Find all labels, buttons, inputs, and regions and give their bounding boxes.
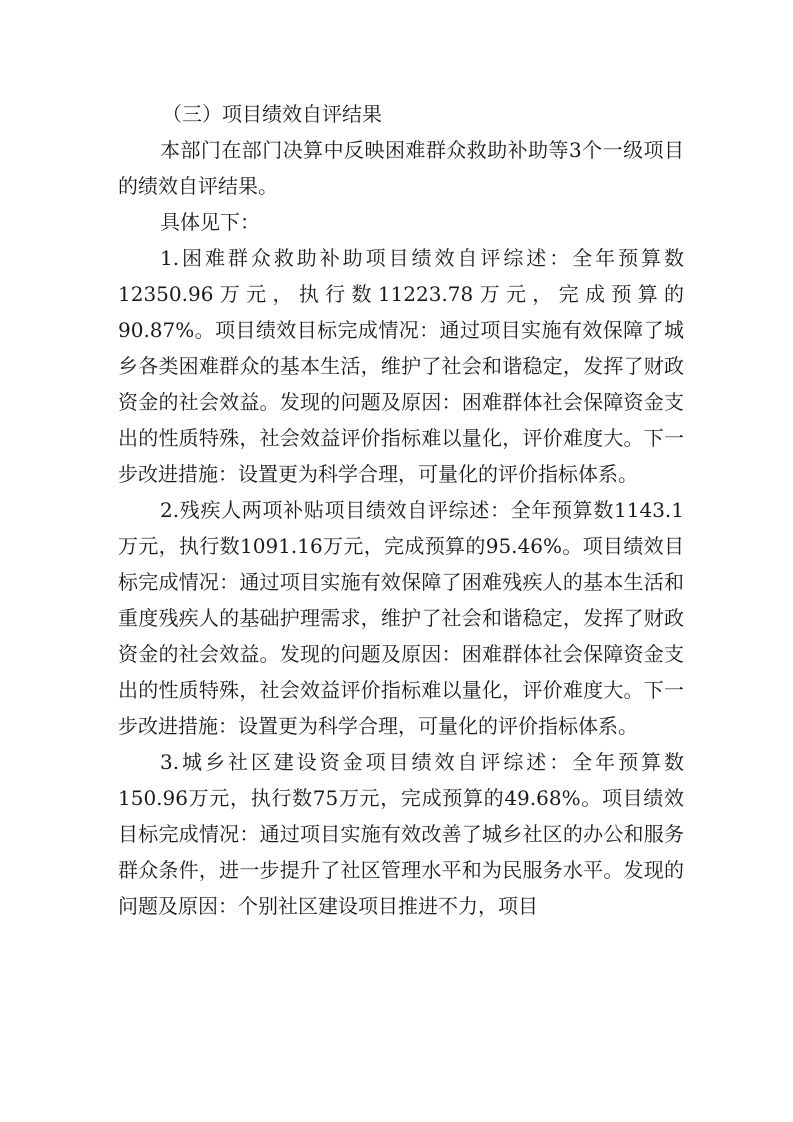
- project-2-paragraph: 2.残疾人两项补贴项目绩效自评综述：全年预算数1143.1万元，执行数1091.16万元，完成预算的95.46%。项目绩效目标完成情况：通过项目实施有效保障了困难残疾人的基本生活和重度残疾人的基础护理需求，维护了社会和谐稳定，发挥了财政资金的社会效益。发现的问题及原因：困难群体社会保障资金支出的性质特殊，社会效益评价指标难以量化，评价难度大。下一步改进措施：设置更为科学合理，可量化的评价指标体系。: [118, 498, 684, 738]
- project-1-paragraph: 1.困难群众救助补助项目绩效自评综述：全年预算数12350.96万元，执行数11223.78万元，完成预算的90.87%。项目绩效目标完成情况：通过项目实施有效保障了城乡各类困难群众的基本生活，维护了社会和谐稳定，发挥了财政资金的社会效益。发现的问题及原因：困难群体社会保障资金支出的性质特殊，社会效益评价指标难以量化，评价难度大。下一步改进措施：设置更为科学合理，可量化的评价指标体系。: [118, 246, 684, 486]
- document-body: [118, 96, 684, 924]
- project-3-paragraph: 3.城乡社区建设资金项目绩效自评综述：全年预算数150.96万元，执行数75万元，完成预算的49.68%。项目绩效目标完成情况：通过项目实施有效改善了城乡社区的办公和服务群众条件，进一步提升了社区管理水平和为民服务水平。发现的问题及原因：个别社区建设项目推进不力，项目: [118, 750, 684, 918]
- section-heading: （三）项目绩效自评结果: [162, 102, 382, 126]
- intro-paragraph: 本部门在部门决算中反映困难群众救助补助等3个一级项目的绩效自评结果。: [118, 138, 684, 198]
- details-lead-paragraph: 具体见下：: [160, 210, 260, 234]
